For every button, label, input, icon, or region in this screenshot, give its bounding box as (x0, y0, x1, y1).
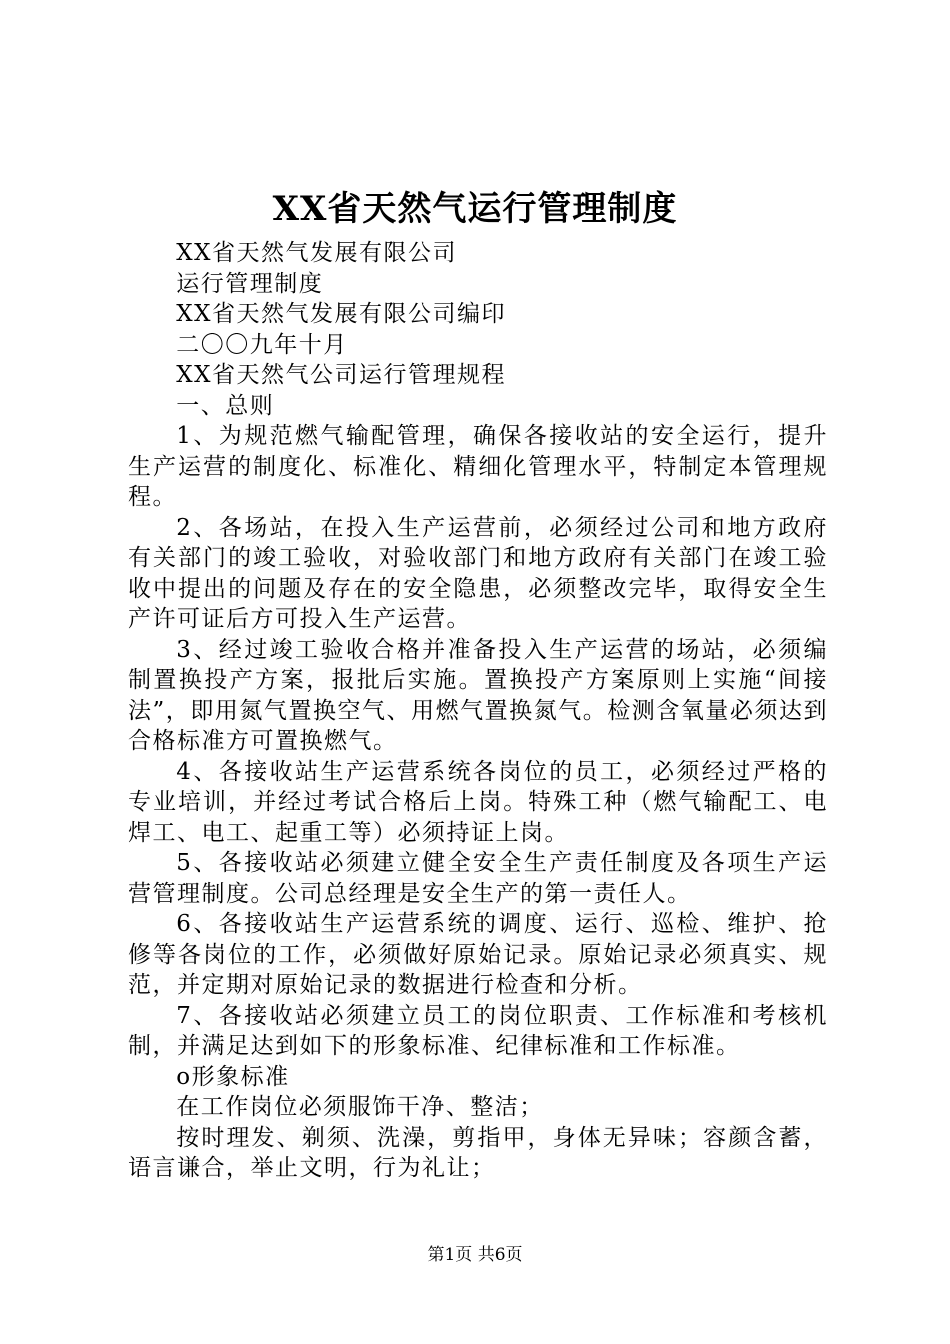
document-title: XX省天然气运行管理制度 (272, 189, 678, 229)
paragraph: 7、各接收站必须建立员工的岗位职责、工作标准和考核机制，并满足达到如下的形象标准、纪律标准和工作标准。 (128, 1002, 828, 1059)
paragraph: 二〇〇九年十月 (176, 331, 348, 358)
paragraph: XX省天然气公司运行管理规程 (176, 362, 507, 388)
paragraph: XX省天然气发展有限公司 (176, 240, 458, 266)
paragraph: 按时理发、剃须、洗澡，剪指甲，身体无异味；容颜含蓄，语言谦合，举止文明，行为礼让； (128, 1124, 828, 1181)
paragraph: 5、各接收站必须建立健全安全生产责任制度及各项生产运营管理制度。公司总经理是安全生产的第一责任人。 (128, 850, 828, 907)
paragraph: 2、各场站，在投入生产运营前，必须经过公司和地方政府有关部门的竣工验收，对验收部门和地方政府有关部门在竣工验收中提出的问题及存在的安全隐患，必须整改完毕，取得安全生产许可证后方可投入生产运营。 (128, 514, 828, 632)
paragraph: 6、各接收站生产运营系统的调度、运行、巡检、维护、抢修等各岗位的工作，必须做好原始记录。原始记录必须真实、规范，并定期对原始记录的数据进行检查和分析。 (128, 911, 828, 998)
paragraph: 运行管理制度 (176, 270, 324, 297)
paragraph: 3、经过竣工验收合格并准备投入生产运营的场站，必须编制置换投产方案，报批后实施。置换投产方案原则上实施“间接法”，即用氮气置换空气、用燃气置换氮气。检测含氧量必须达到合格标准方可置换燃气。 (128, 636, 828, 754)
page-footer: 第1页 共6页 (427, 1245, 523, 1265)
subheading: o形象标准 (176, 1063, 290, 1090)
paragraph: 4、各接收站生产运营系统各岗位的员工，必须经过严格的专业培训，并经过考试合格后上岗。特殊工种（燃气输配工、电焊工、电工、起重工等）必须持证上岗。 (128, 758, 828, 846)
paragraph: XX省天然气发展有限公司编印 (176, 301, 507, 327)
paragraph: 1、为规范燃气输配管理，确保各接收站的安全运行，提升生产运营的制度化、标准化、精细化管理水平，特制定本管理规程。 (128, 423, 828, 510)
section-heading: 一、总则 (176, 392, 275, 419)
document-body (128, 238, 828, 1184)
paragraph: 在工作岗位必须服饰干净、整洁； (176, 1094, 544, 1120)
